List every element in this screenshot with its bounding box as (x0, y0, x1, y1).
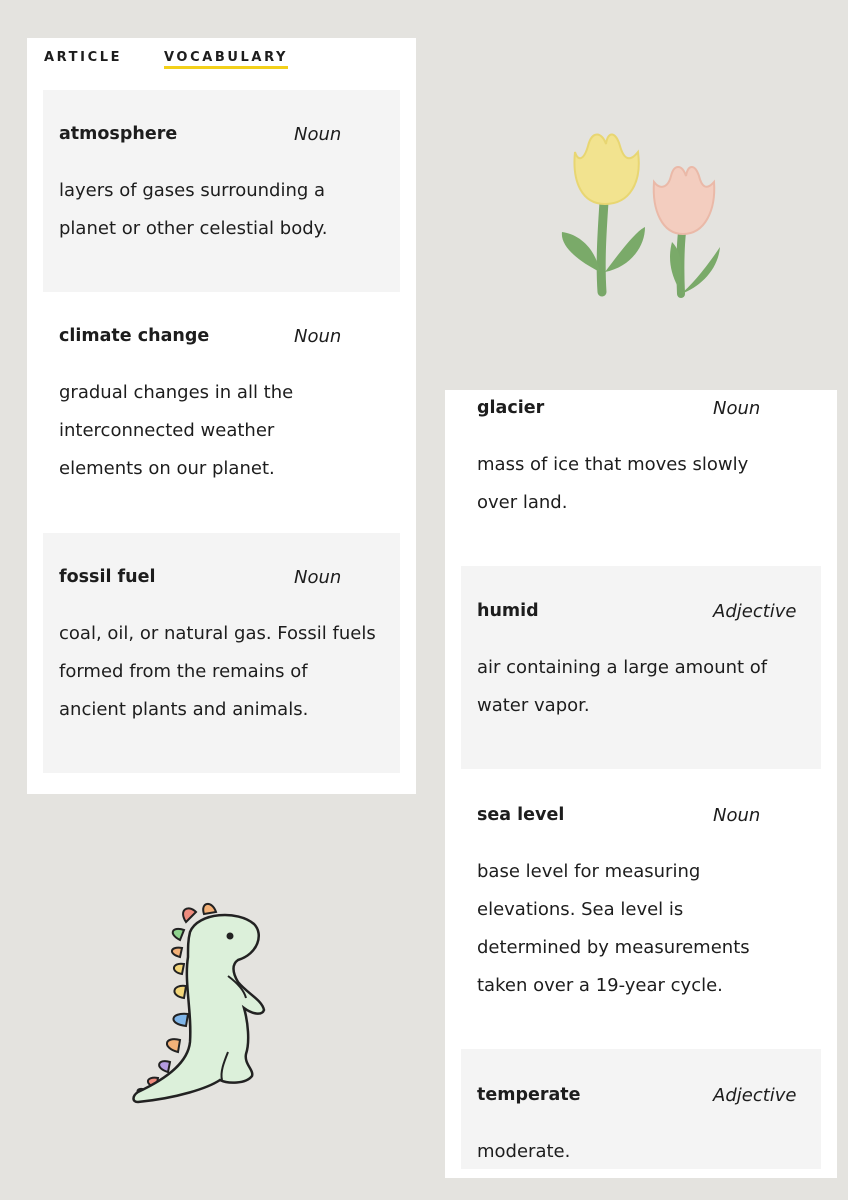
vocabulary-panel-left (27, 38, 416, 794)
vocab-definition: mass of ice that moves slowly over land. (477, 454, 749, 513)
vocab-definition: gradual changes in all the interconnected weather elements on our planet. (59, 382, 294, 479)
rainbow-dinosaur-illustration (128, 902, 273, 1112)
vocabulary-panel-right (445, 390, 837, 1178)
vocab-part-of-speech: Noun (294, 567, 342, 588)
vocab-term: humid (477, 601, 539, 621)
vocab-entry-humid (461, 566, 821, 769)
vocab-definition: base level for measuring elevations. Sea level is determined by measurements taken over a 19-year cycle. (477, 861, 750, 996)
vocab-entry-temperate (461, 1049, 821, 1169)
vocab-part-of-speech: Adjective (713, 1085, 797, 1106)
tab-vocabulary[interactable]: VOCABULARY (164, 50, 288, 69)
vocab-definition: air containing a large amount of water vapor. (477, 657, 768, 716)
vocab-term: climate change (59, 326, 210, 346)
vocab-part-of-speech: Noun (294, 124, 342, 145)
vocab-definition: moderate. (477, 1141, 571, 1162)
vocab-part-of-speech: Noun (713, 805, 761, 826)
vocab-definition: layers of gases surrounding a planet or other celestial body. (59, 180, 328, 239)
vocab-entry-glacier (461, 390, 821, 566)
vocab-term: temperate (477, 1085, 581, 1105)
tulip-flowers-illustration (550, 122, 730, 307)
vocab-definition: coal, oil, or natural gas. Fossil fuels formed from the remains of ancient plants and animals. (59, 623, 376, 720)
vocab-part-of-speech: Adjective (713, 601, 797, 622)
vocab-term: glacier (477, 398, 545, 418)
vocab-term: sea level (477, 805, 565, 825)
vocab-part-of-speech: Noun (713, 398, 761, 419)
vocab-entry-fossil-fuel (43, 533, 400, 773)
tab-article[interactable]: ARTICLE (44, 50, 123, 65)
vocab-term: atmosphere (59, 124, 178, 144)
vocab-entry-climate-change (43, 292, 400, 533)
vocab-entry-atmosphere (43, 90, 400, 292)
vocab-term: fossil fuel (59, 567, 156, 587)
vocab-entry-sea-level (461, 769, 821, 1049)
vocab-part-of-speech: Noun (294, 326, 342, 347)
